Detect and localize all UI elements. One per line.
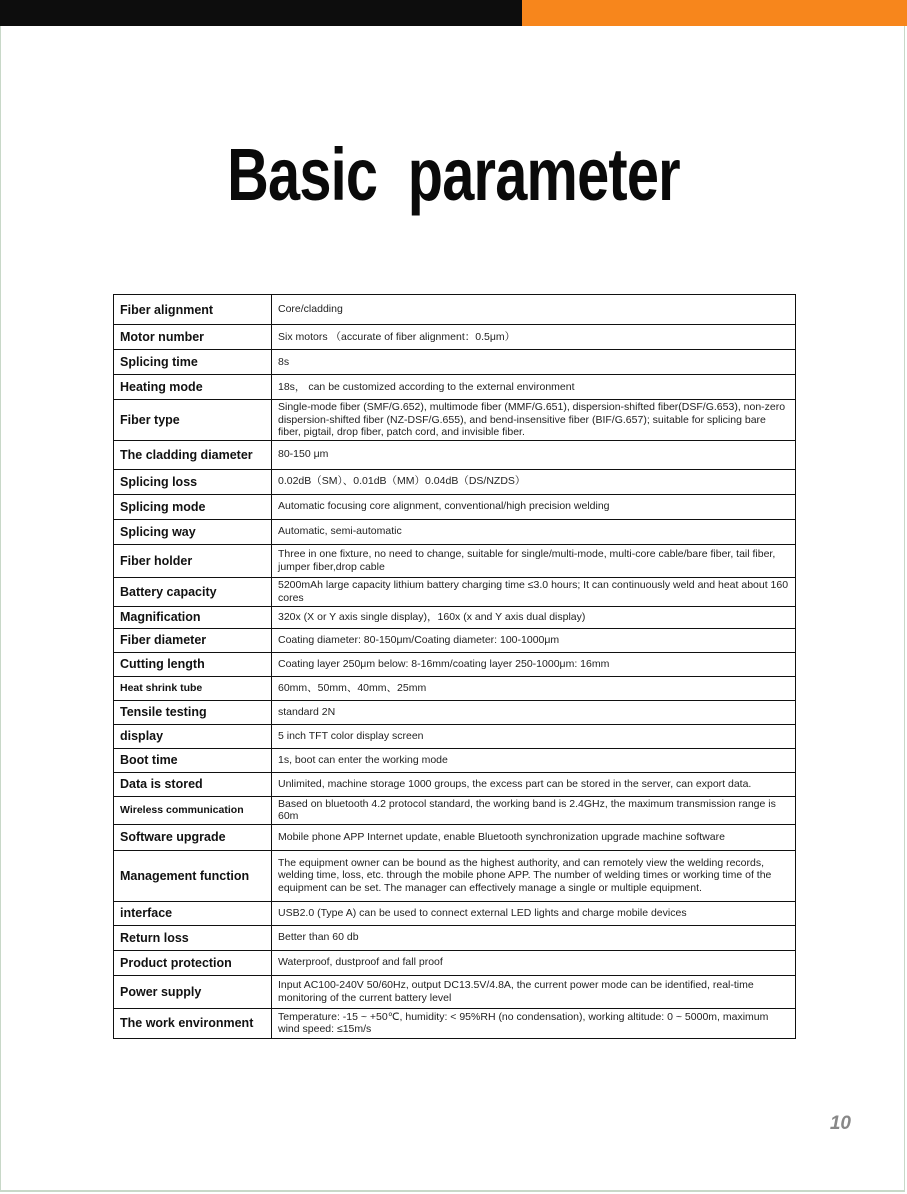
table-row [114, 400, 796, 441]
parameter-label: Product protection [114, 950, 272, 975]
table-row [114, 676, 796, 700]
parameter-label: Return loss [114, 925, 272, 950]
table-row [114, 901, 796, 925]
table-row [114, 925, 796, 950]
table-row [114, 975, 796, 1008]
parameter-value: 18s， can be customized according to the external environment [272, 375, 796, 400]
table-row [114, 772, 796, 796]
parameter-value: 80-150 μm [272, 440, 796, 469]
parameter-value: 5 inch TFT color display screen [272, 724, 796, 748]
parameter-value: Single-mode fiber (SMF/G.652), multimode fiber (MMF/G.651), dispersion-shifted fiber(DSF/G.653), non-zero dispersion-shifted fiber (NZ-DSF/G.655), and bend-insensitive fiber (BIF/G.657); suitable for splicing bare fiber, pigtail, drop fiber, patch cord, and invisible fiber. [272, 400, 796, 441]
table-row [114, 519, 796, 544]
parameter-label: Splicing time [114, 350, 272, 375]
parameter-table [113, 294, 796, 1039]
parameter-label: Splicing mode [114, 494, 272, 519]
parameter-value: standard 2N [272, 700, 796, 724]
table-row [114, 652, 796, 676]
table-row [114, 824, 796, 850]
parameter-value: 0.02dB（SM）、0.01dB（MM）0.04dB（DS/NZDS） [272, 469, 796, 494]
parameter-label: Battery capacity [114, 577, 272, 606]
table-row [114, 350, 796, 375]
parameter-value: 320x (X or Y axis single display)，160x (x and Y axis dual display) [272, 606, 796, 628]
table-row [114, 325, 796, 350]
parameter-value: 60mm、50mm、40mm、25mm [272, 676, 796, 700]
table-row [114, 295, 796, 325]
parameter-label: interface [114, 901, 272, 925]
table-row [114, 375, 796, 400]
parameter-value: Automatic, semi-automatic [272, 519, 796, 544]
page-number: 10 [829, 1113, 851, 1134]
parameter-label: Fiber diameter [114, 628, 272, 652]
page-title: Basic parameter [227, 133, 680, 216]
parameter-value: Waterproof, dustproof and fall proof [272, 950, 796, 975]
parameter-label: Magnification [114, 606, 272, 628]
parameter-label: display [114, 724, 272, 748]
table-row [114, 724, 796, 748]
parameter-label: Data is stored [114, 772, 272, 796]
table-row [114, 1008, 796, 1038]
parameter-value: Three in one fixture, no need to change, suitable for single/multi-mode, multi-core cable/bare fiber, tail fiber, jumper fiber,drop cable [272, 544, 796, 577]
parameter-value: The equipment owner can be bound as the highest authority, and can remotely view the welding records, welding time, loss, etc. through the mobile phone APP. The number of welding times or working time of the equipment can be set. The manager can effectively manage a single or multiple equipment. [272, 850, 796, 901]
parameter-label: Splicing way [114, 519, 272, 544]
parameter-value: Unlimited, machine storage 1000 groups, the excess part can be stored in the server, can export data. [272, 772, 796, 796]
parameter-value: USB2.0 (Type A) can be used to connect external LED lights and charge mobile devices [272, 901, 796, 925]
parameter-label: Fiber type [114, 400, 272, 441]
parameter-value: Temperature: -15 ~ +50℃, humidity: < 95%RH (no condensation), working altitude: 0 ~ 5000m, maximum wind speed: ≤15m/s [272, 1008, 796, 1038]
parameter-value: Six motors （accurate of fiber alignment：0.5μm） [272, 325, 796, 350]
parameter-label: Heat shrink tube [114, 676, 272, 700]
table-row [114, 606, 796, 628]
parameter-label: Power supply [114, 975, 272, 1008]
parameter-label: The work environment [114, 1008, 272, 1038]
parameter-label: Heating mode [114, 375, 272, 400]
parameter-label: Software upgrade [114, 824, 272, 850]
parameter-value: Automatic focusing core alignment, conventional/high precision welding [272, 494, 796, 519]
header-bar-black [0, 0, 522, 26]
table-row [114, 440, 796, 469]
parameter-value: 8s [272, 350, 796, 375]
parameter-label: Splicing loss [114, 469, 272, 494]
table-row [114, 796, 796, 824]
parameter-label: Cutting length [114, 652, 272, 676]
table-row [114, 700, 796, 724]
table-row [114, 494, 796, 519]
table-row [114, 850, 796, 901]
table-row [114, 544, 796, 577]
parameter-label: The cladding diameter [114, 440, 272, 469]
parameter-value: Mobile phone APP Internet update, enable Bluetooth synchronization upgrade machine software [272, 824, 796, 850]
parameter-label: Wireless communication [114, 796, 272, 824]
table-row [114, 469, 796, 494]
parameter-value: Coating layer 250μm below: 8-16mm/coating layer 250-1000μm: 16mm [272, 652, 796, 676]
table-row [114, 577, 796, 606]
parameter-value: 5200mAh large capacity lithium battery charging time ≤3.0 hours; It can continuously weld and heat about 160 cores [272, 577, 796, 606]
parameter-value: Input AC100-240V 50/60Hz, output DC13.5V/4.8A, the current power mode can be identified, real-time monitoring of the current battery level [272, 975, 796, 1008]
table-row [114, 950, 796, 975]
parameter-value: Coating diameter: 80-150μm/Coating diameter: 100-1000μm [272, 628, 796, 652]
parameter-value: Based on bluetooth 4.2 protocol standard, the working band is 2.4GHz, the maximum transmission range is 60m [272, 796, 796, 824]
parameter-label: Fiber alignment [114, 295, 272, 325]
parameter-value: Core/cladding [272, 295, 796, 325]
parameter-label: Fiber holder [114, 544, 272, 577]
parameter-value: Better than 60 db [272, 925, 796, 950]
header-bar-orange [522, 0, 907, 26]
parameter-label: Management function [114, 850, 272, 901]
table-row [114, 628, 796, 652]
parameter-label: Boot time [114, 748, 272, 772]
table-row [114, 748, 796, 772]
parameter-label: Tensile testing [114, 700, 272, 724]
parameter-value: 1s, boot can enter the working mode [272, 748, 796, 772]
parameter-label: Motor number [114, 325, 272, 350]
